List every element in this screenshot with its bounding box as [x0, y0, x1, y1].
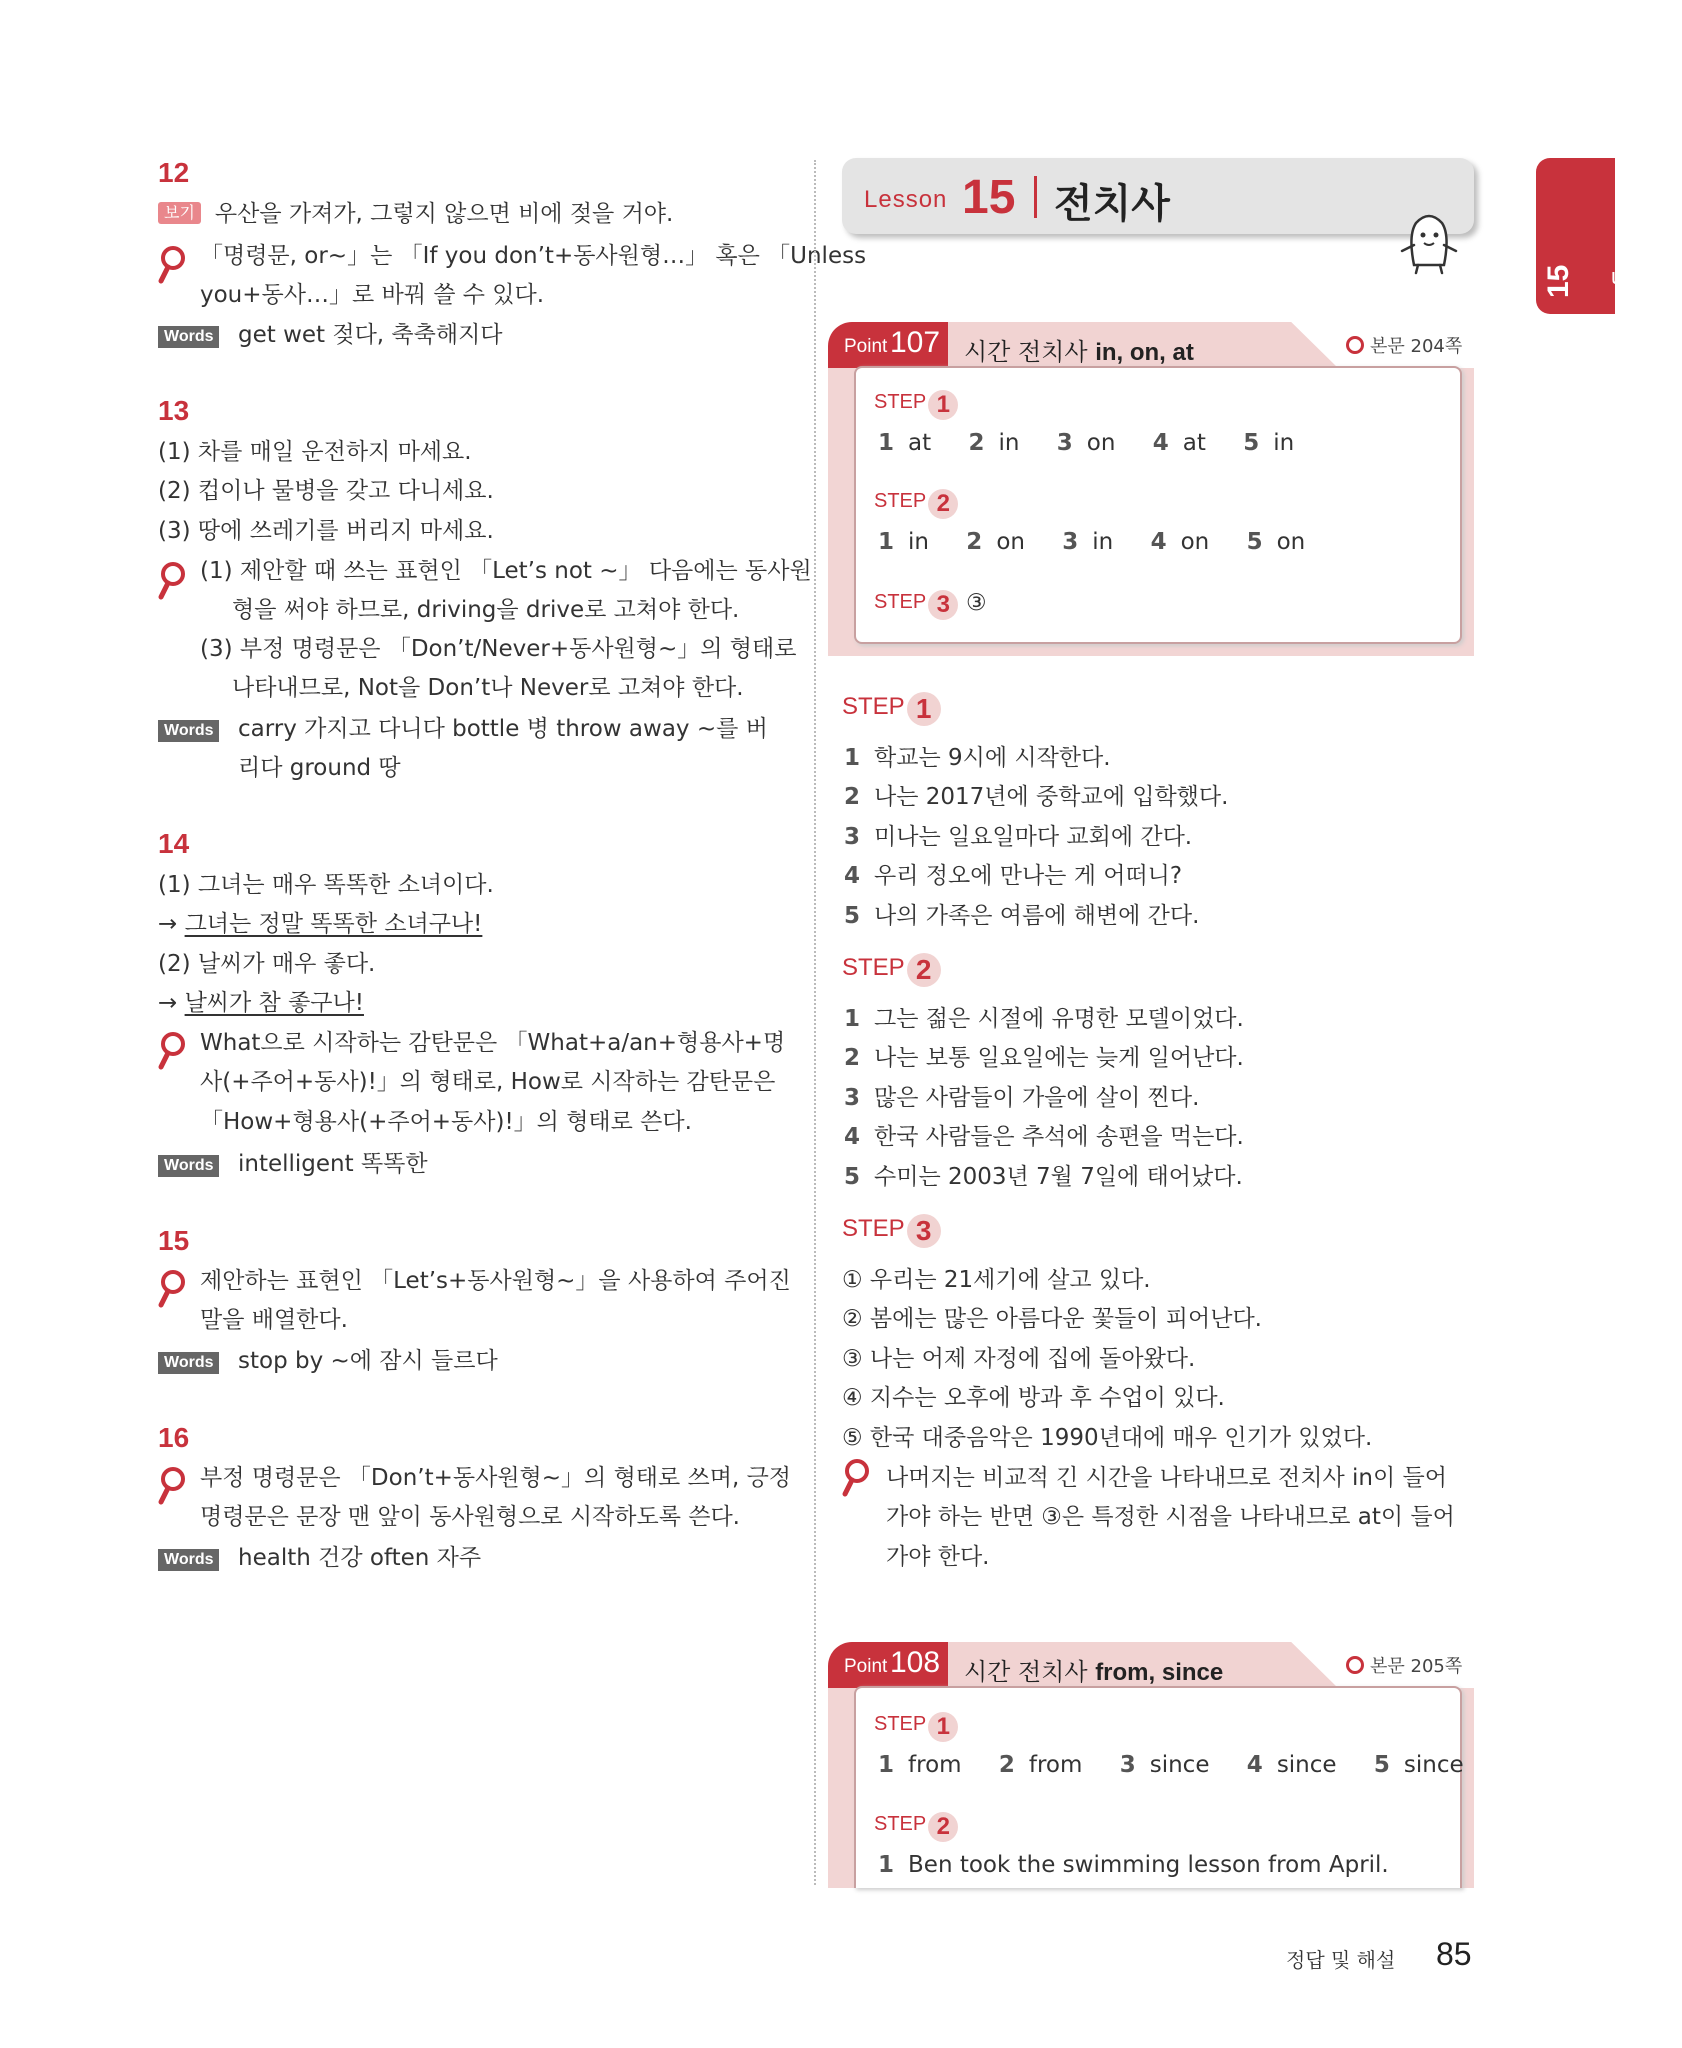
q14-words: intelligent 똑똑한 — [238, 1151, 428, 1177]
step-1-answers: 1 at 2 in 3 on 4 at 5 in — [878, 430, 1295, 456]
q12-words: get wet 젖다, 축축해지다 — [238, 322, 503, 348]
step-2-label: STEP 2 — [874, 489, 958, 519]
explain-hint-line-1: 나머지는 비교적 긴 시간을 나타내므로 전치사 in이 들어 — [886, 1465, 1447, 1491]
lesson-number: 15 — [962, 171, 1016, 224]
explain-step-3-item-5: ⑤ 한국 대중음악은 1990년대에 매우 인기가 있었다. — [842, 1425, 1373, 1451]
circle-icon — [1346, 1656, 1364, 1674]
q13-hint-line-2: 형을 써야 하므로, driving을 drive로 고쳐야 한다. — [232, 597, 740, 623]
point-number: 108 — [890, 1646, 941, 1679]
words-label: Words — [158, 1155, 219, 1177]
page-number: 85 — [1436, 1936, 1472, 1972]
explain-step-1-item-1: 1 학교는 9시에 시작한다. — [844, 745, 1111, 771]
q15-hint-line-2: 말을 배열한다. — [200, 1307, 348, 1333]
question-number-12: 12 — [158, 157, 190, 188]
step-1-answers: 1 from 2 from 3 since 4 since 5 since — [878, 1752, 1464, 1778]
words-label: Words — [158, 720, 219, 742]
page-reference: 본문 205쪽 — [1346, 1652, 1462, 1678]
q15-words: stop by ~에 잠시 들르다 — [238, 1348, 498, 1374]
point-number: 107 — [890, 326, 941, 359]
side-tab-text: Lesson 15 — [1542, 264, 1682, 298]
q14-answer-2-text: 날씨가 참 좋구나! — [184, 990, 364, 1016]
step-2-answer-1: 1 Ben took the swimming lesson from April. — [878, 1852, 1389, 1878]
lesson-label: Lesson — [864, 186, 948, 213]
explain-hint-line-2: 가야 하는 반면 ③은 특정한 시점을 나타내므로 at이 들어 — [886, 1504, 1455, 1530]
column-divider — [814, 160, 816, 1885]
step-1-label: STEP 1 — [874, 390, 958, 420]
explain-step-3-label: STEP 3 — [842, 1214, 941, 1248]
point-word: Point — [844, 1656, 888, 1677]
point-word: Point — [844, 336, 888, 357]
lesson-divider — [1034, 176, 1037, 218]
explain-step-2-item-4: 4 한국 사람들은 추석에 송편을 먹는다. — [844, 1124, 1244, 1150]
point-title: 시간 전치사 from, since — [964, 1658, 1224, 1686]
q14-hint-line-2: 사(+주어+동사)!」의 형태로, How로 시작하는 감탄문은 — [200, 1069, 776, 1095]
q14-answer-1-text: 그녀는 정말 똑똑한 소녀구나! — [184, 911, 483, 937]
magnifier-icon — [156, 1030, 190, 1072]
magnifier-icon — [156, 244, 190, 286]
question-number-14: 14 — [158, 828, 190, 859]
mascot-icon — [1396, 205, 1462, 275]
explain-step-2-item-5: 5 수미는 2003년 7월 7일에 태어났다. — [844, 1164, 1243, 1190]
magnifier-icon — [156, 1465, 190, 1507]
point-107-header — [828, 322, 1328, 368]
words-label: Words — [158, 1549, 219, 1571]
point-title: 시간 전치사 in, on, at — [964, 338, 1194, 366]
step-2-label: STEP 2 — [874, 1812, 958, 1842]
q13-hint-line-4: 나타내므로, Not을 Don’t나 Never로 고쳐야 한다. — [232, 675, 744, 701]
step-2-answers: 1 in 2 on 3 in 4 on 5 on — [878, 529, 1306, 555]
explain-step-1-item-4: 4 우리 정오에 만나는 게 어떠니? — [844, 863, 1183, 889]
circle-icon — [1346, 336, 1364, 354]
explain-step-1-label: STEP 1 — [842, 692, 941, 726]
q16-words: health 건강 often 자주 — [238, 1545, 482, 1571]
q14-line-1: (1) 그녀는 매우 똑똑한 소녀이다. — [158, 872, 494, 898]
step-3-answer: ③ — [966, 590, 987, 616]
q13-hint-line-3: (3) 부정 명령문은 「Don’t/Never+동사원형~」의 형태로 — [200, 636, 797, 662]
q12-example-text: 우산을 가져가, 그렇지 않으면 비에 젖을 거야. — [214, 201, 674, 227]
explain-step-3-item-2: ② 봄에는 많은 아름다운 꽃들이 피어난다. — [842, 1306, 1262, 1332]
explain-step-1-item-5: 5 나의 가족은 여름에 해변에 간다. — [844, 903, 1200, 929]
q14-line-2: (2) 날씨가 매우 좋다. — [158, 951, 376, 977]
point-tab — [828, 322, 948, 368]
q12-hint-line-2: you+동사…」로 바꿔 쓸 수 있다. — [200, 282, 545, 308]
question-number-13: 13 — [158, 395, 190, 426]
q12-hint-line-1: 「명령문, or~」는 「If you don’t+동사원형…」 혹은 「Unless — [200, 243, 867, 269]
explain-step-3-item-1: ① 우리는 21세기에 살고 있다. — [842, 1267, 1151, 1293]
q16-hint-line-1: 부정 명령문은 「Don’t+동사원형~」의 형태로 쓰며, 긍정 — [200, 1465, 792, 1491]
lesson-title: 전치사 — [1054, 181, 1170, 227]
q12-example — [158, 202, 673, 226]
q13-line-1: (1) 차를 매일 운전하지 마세요. — [158, 439, 472, 465]
page-reference: 본문 204쪽 — [1346, 332, 1462, 358]
explain-step-2-label: STEP 2 — [842, 953, 941, 987]
lesson-side-tab — [1536, 158, 1682, 314]
q14-hint-line-1: What으로 시작하는 감탄문은 「What+a/an+형용사+명 — [200, 1030, 786, 1056]
arrow: → — [158, 990, 178, 1016]
explain-step-3-item-3: ③ 나는 어제 자정에 집에 돌아왔다. — [842, 1346, 1196, 1372]
q13-line-2: (2) 컵이나 물병을 갖고 다니세요. — [158, 478, 494, 504]
q13-line-3: (3) 땅에 쓰레기를 버리지 마세요. — [158, 518, 494, 544]
q15-hint-line-1: 제안하는 표현인 「Let’s+동사원형~」을 사용하여 주어진 — [200, 1268, 791, 1294]
explain-step-1-item-2: 2 나는 2017년에 중학교에 입학했다. — [844, 784, 1229, 810]
magnifier-icon — [156, 560, 190, 602]
q13-words-line-1: carry 가지고 다니다 bottle 병 throw away ~를 버 — [238, 716, 768, 742]
explain-hint-line-3: 가야 한다. — [886, 1544, 990, 1570]
q13-hint-line-1: (1) 제안할 때 쓰는 표현인 「Let’s not ~」 다음에는 동사원 — [200, 558, 812, 584]
footer-label: 정답 및 해설 — [1286, 1948, 1396, 1972]
point-tab — [828, 1642, 948, 1688]
question-number-15: 15 — [158, 1225, 190, 1256]
explain-step-3-item-4: ④ 지수는 오후에 방과 후 수업이 있다. — [842, 1385, 1225, 1411]
q13-words-line-2: 리다 ground 땅 — [238, 755, 401, 781]
magnifier-icon — [156, 1268, 190, 1310]
q14-hint-line-3: 「How+형용사(+주어+동사)!」의 형태로 쓴다. — [200, 1109, 692, 1135]
q14-answer-2 — [158, 992, 364, 1015]
question-number-16: 16 — [158, 1422, 190, 1453]
explain-step-2-item-1: 1 그는 젊은 시절에 유명한 모델이었다. — [844, 1006, 1244, 1032]
explain-step-1-item-3: 3 미나는 일요일마다 교회에 간다. — [844, 824, 1193, 850]
words-label: Words — [158, 326, 219, 348]
point-108-header — [828, 1642, 1328, 1688]
step-3-label: STEP 3 — [874, 590, 958, 620]
magnifier-icon — [840, 1457, 874, 1499]
q14-answer-1 — [158, 913, 482, 936]
q16-hint-line-2: 명령문은 문장 맨 앞이 동사원형으로 시작하도록 쓴다. — [200, 1504, 740, 1530]
arrow: → — [158, 911, 178, 937]
lesson-header — [842, 158, 1474, 234]
bogi-label: 보기 — [158, 202, 201, 224]
explain-step-2-item-2: 2 나는 보통 일요일에는 늦게 일어난다. — [844, 1045, 1244, 1071]
explain-step-2-item-3: 3 많은 사람들이 가을에 살이 찐다. — [844, 1085, 1200, 1111]
words-label: Words — [158, 1352, 219, 1374]
step-1-label: STEP 1 — [874, 1712, 958, 1742]
